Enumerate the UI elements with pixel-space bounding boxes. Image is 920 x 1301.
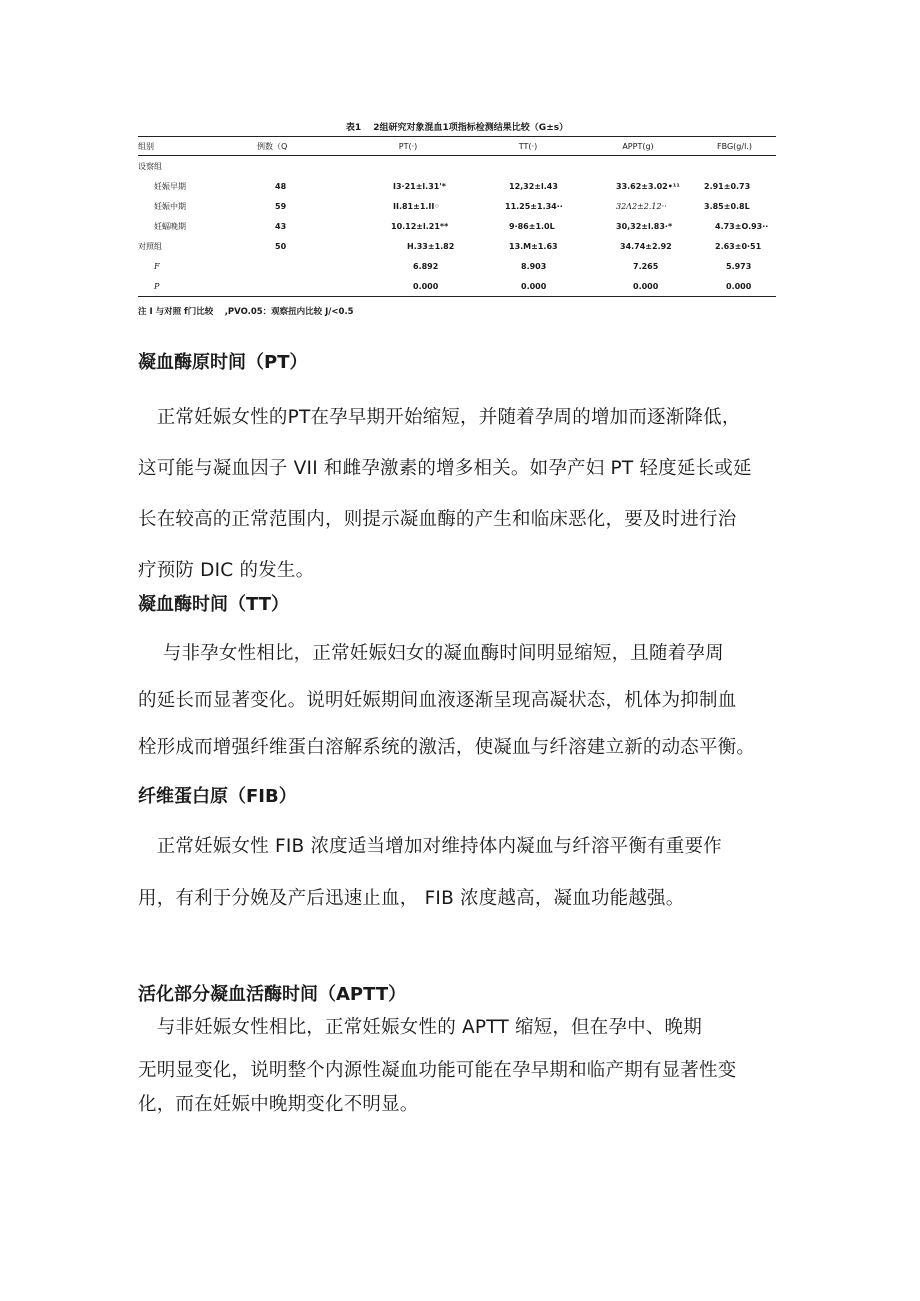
paragraph-line: 无明显变化，说明整个内源性凝血功能可能在孕早期和临产期有显著性变 [138,1060,737,1081]
table-cell: 10.12±l.21** [391,221,449,231]
table-cell: 2.91±0.73 [704,181,751,191]
table-cell: 妊娠早期 [154,181,186,191]
paragraph-line: 化，而在妊娠中晚期变化不明显。 [138,1094,419,1115]
paragraph-line: 正常妊娠女性的PT在孕早期开始缩短，并随着孕周的增加而逐渐降低， [138,407,741,428]
table-row [138,156,776,177]
table-cell [243,276,343,297]
section-paragraph-aptt [138,1008,788,1122]
table-cell: 7.265 [633,261,659,271]
table-row [138,256,776,276]
table-cell: 妊蝠晚期 [154,221,186,231]
table-cell: H.33±1.82 [407,241,455,251]
table-cell: 34.74±2.92 [620,241,672,251]
section-paragraph-tt [138,630,788,771]
table-cell: 13.M±1.63 [509,241,558,251]
results-table [138,136,776,297]
table-cell: P [154,281,160,291]
table-cell: 6.892 [413,261,439,271]
table-cell: 0.000 [633,281,659,291]
paragraph-line: 正常妊娠女性 FIB 浓度适当增加对维持体内凝血与纤溶平衡有重要作 [138,836,722,857]
table-cell [243,256,343,276]
table-cell: 48 [275,181,287,191]
paragraph-line: 用，有利于分娩及产后迅速止血， FIB 浓度越高，凝血功能越强。 [138,888,685,909]
paragraph-line: 疗预防 DIC 的发生。 [138,560,315,581]
table-cell: 5.973 [726,261,752,271]
table-cell: 30,32±l.83·* [616,221,673,231]
table-cell: 11.25±1.34·· [505,201,563,211]
table-cell: 4.73±O.93·· [715,221,769,231]
col-header-pt: PT(·) [343,137,473,156]
table-cell: 3.85±0.8L [704,201,750,211]
table-cell: 0.000 [413,281,439,291]
table-row [138,236,776,256]
table-cell: 33.62±3.02•¹¹ [616,181,680,191]
paragraph-line: 长在较高的正常范围内，则提示凝血酶的产生和临床恶化，要及时进行治 [138,509,737,530]
paragraph-line: 与非孕女性相比，正常妊娠妇女的凝血酶时间明显缩短，且随着孕周 [138,643,724,664]
table-cell: 50 [275,241,287,251]
paragraph-line: 栓形成而增强纤维蛋白溶解系统的激活，使凝血与纤溶建立新的动态平衡。 [138,737,756,758]
table-cell: 妊娠中期 [154,201,186,211]
section-paragraph-fib [138,821,788,925]
table-note: 注 I 与对照 f门比较 ,PVO.05：观察扭内比较 J/<0.5 [138,307,354,317]
table-cell: F [154,261,160,271]
table-cell: 43 [275,221,287,231]
table-row [138,176,776,196]
table-cell: 32Λ2±2.12·· [616,201,667,211]
paragraph-line: 这可能与凝血因子 VII 和雌孕激素的增多相关。如孕产妇 PT 轻度延长或延 [138,458,752,479]
paragraph-line: 与非妊娠女性相比，正常妊娠女性的 APTT 缩短，但在孕中、晚期 [138,1017,702,1038]
table-row [138,196,776,216]
table-cell: 2.63±0·51 [715,241,762,251]
table-cell: 对照组 [138,241,162,251]
section-heading-tt: 凝血酶时间（TT） [138,594,289,615]
paragraph-line: 的延长而显著变化。说明妊娠期间血液逐渐呈现高凝状态，机体为抑制血 [138,690,737,711]
table-header-row [138,137,776,156]
table-cell: 0.000 [521,281,547,291]
results-table-block [138,120,776,317]
col-header-count: 例数（Q [243,137,343,156]
section-paragraph-pt [138,392,788,596]
table-cell: 0.000 [726,281,752,291]
col-header-aptt: APPT(g) [583,137,693,156]
table-caption: 表1 2组研究对象混血1项指标检测结果比较（G±s） [345,123,569,133]
table-cell: 59 [275,201,287,211]
table-cell: II.81±1.II◦ [393,201,440,211]
section-heading-fib: 纤维蛋白原（FIB） [138,786,297,807]
table-cell: 12,32±l.43 [509,181,558,191]
col-header-fbg: FBG(g/l.) [693,137,776,156]
col-header-tt: TT(·) [473,137,583,156]
table-cell: I3·21±l.31'* [393,181,446,191]
section-heading-pt: 凝血酶原时间（PT） [138,352,308,373]
table-row [138,276,776,297]
group-label: 设察组 [138,161,162,171]
table-row [138,216,776,236]
col-header-group: 组别 [138,137,243,156]
section-heading-aptt: 活化部分凝血活酶时间（APTT） [138,984,407,1005]
table-cell: 8.903 [521,261,547,271]
table-cell: 9·86±1.0L [509,221,555,231]
